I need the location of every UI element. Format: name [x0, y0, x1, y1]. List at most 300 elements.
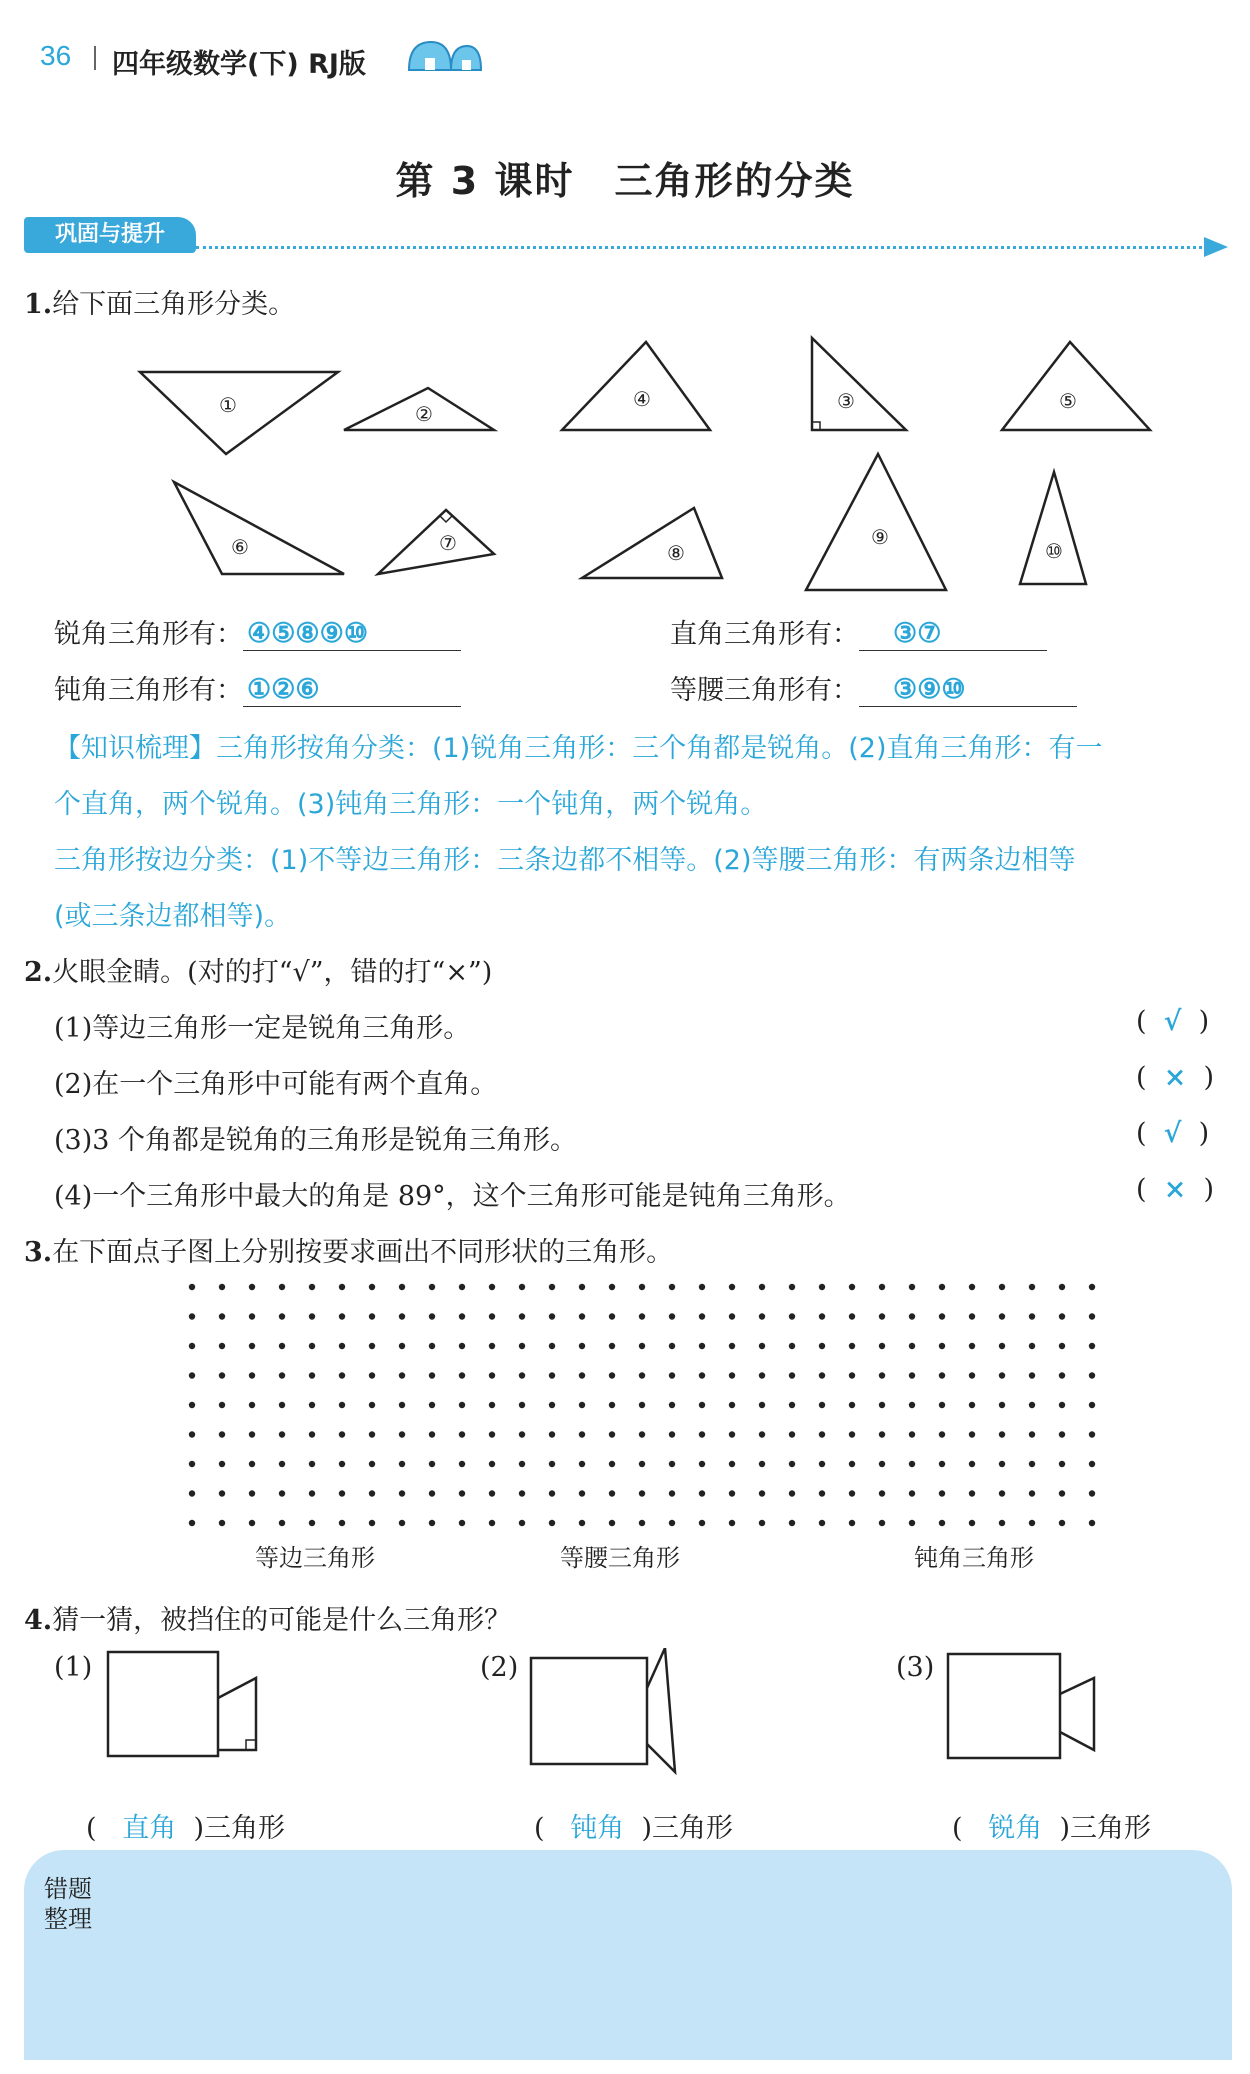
grid-dot — [699, 1313, 705, 1319]
grid-dot — [519, 1490, 525, 1496]
grid-dot — [429, 1431, 435, 1437]
grid-dot — [729, 1372, 735, 1378]
grid-dot — [729, 1343, 735, 1349]
grid-dot — [759, 1343, 765, 1349]
question-1 — [24, 282, 295, 321]
grid-dot — [549, 1490, 555, 1496]
grid-dot — [1059, 1461, 1065, 1467]
grid-dot — [639, 1461, 645, 1467]
grid-dot — [609, 1284, 615, 1290]
question-number: 2. — [24, 957, 53, 988]
grid-dot — [939, 1343, 945, 1349]
grid-dot — [999, 1313, 1005, 1319]
grid-dot — [189, 1490, 195, 1496]
knowledge-line-3: 三角形按边分类：(1)不等边三角形：三条边都不相等。(2)等腰三角形：有两条边相等 — [54, 845, 1076, 876]
question-prompt: 在下面点子图上分别按要求画出不同形状的三角形。 — [52, 1237, 674, 1268]
error-notes-box[interactable] — [24, 1850, 1232, 2060]
grid-dot — [879, 1490, 885, 1496]
part-answer-text-2: 钝角 — [570, 1813, 625, 1844]
grid-dot — [1059, 1402, 1065, 1408]
question-number: 4. — [24, 1605, 53, 1636]
grid-dot — [639, 1343, 645, 1349]
obtuse-answer: ①②⑥ — [247, 674, 320, 705]
question-2 — [24, 950, 492, 989]
grid-dot — [1059, 1343, 1065, 1349]
grid-dot — [489, 1402, 495, 1408]
grid-dot — [939, 1402, 945, 1408]
question-3 — [24, 1230, 673, 1269]
grid-dot — [849, 1520, 855, 1526]
grid-dot — [819, 1431, 825, 1437]
grid-dot — [759, 1520, 765, 1526]
grid-dot — [759, 1490, 765, 1496]
triangle-label-1: ① — [219, 393, 237, 417]
grid-dot — [999, 1343, 1005, 1349]
grid-dot — [789, 1284, 795, 1290]
grid-dot — [939, 1431, 945, 1437]
triangle-9 — [806, 454, 946, 590]
grid-dot — [819, 1284, 825, 1290]
grid-dot — [459, 1520, 465, 1526]
grid-dot — [489, 1490, 495, 1496]
triangle-label-4: ④ — [633, 387, 651, 411]
grid-dot — [969, 1313, 975, 1319]
judge-mark-1: √ — [1163, 1006, 1182, 1037]
grid-dot — [759, 1402, 765, 1408]
grid-dot — [639, 1520, 645, 1526]
triangle-label-10: ⑩ — [1045, 539, 1063, 563]
grid-dot — [609, 1520, 615, 1526]
grid-dot — [849, 1343, 855, 1349]
grid-dot — [279, 1490, 285, 1496]
grid-dot — [999, 1520, 1005, 1526]
grid-dot — [429, 1372, 435, 1378]
part-label-3: (3) — [896, 1652, 935, 1683]
grid-dot — [579, 1431, 585, 1437]
grid-dot — [579, 1343, 585, 1349]
grid-dot — [909, 1402, 915, 1408]
part-answer-2: ( 钝角 )三角形 — [534, 1813, 734, 1844]
grid-dot — [639, 1431, 645, 1437]
grid-dot — [189, 1343, 195, 1349]
grid-dot — [309, 1431, 315, 1437]
grid-dot — [699, 1431, 705, 1437]
part-answer-1: ( 直角 )三角形 — [86, 1813, 286, 1844]
grid-dot — [789, 1490, 795, 1496]
grid-dot — [249, 1431, 255, 1437]
grid-dot — [519, 1343, 525, 1349]
grid-dot — [369, 1490, 375, 1496]
grid-dot — [1059, 1284, 1065, 1290]
grid-dot — [489, 1461, 495, 1467]
grid-dot — [699, 1343, 705, 1349]
grid-dot — [879, 1284, 885, 1290]
judge-item-2: (2)在一个三角形中可能有两个直角。 — [54, 1069, 498, 1100]
acute-row — [54, 612, 461, 651]
grid-dot — [399, 1343, 405, 1349]
grid-dot — [939, 1372, 945, 1378]
grid-dot — [819, 1372, 825, 1378]
grid-dot — [429, 1490, 435, 1496]
grid-dot — [609, 1343, 615, 1349]
question-number: 1. — [24, 289, 53, 320]
grid-dot — [219, 1431, 225, 1437]
judge-mark-4: × — [1163, 1174, 1187, 1205]
grid-dot — [189, 1520, 195, 1526]
grid-dot — [369, 1313, 375, 1319]
grid-dot — [699, 1490, 705, 1496]
grid-dot — [639, 1490, 645, 1496]
grid-dot — [309, 1402, 315, 1408]
grid-dot — [969, 1461, 975, 1467]
hidden-triangle-3 — [944, 1650, 1104, 1760]
triangle-3 — [812, 338, 906, 430]
triangle-label-6: ⑥ — [231, 535, 249, 559]
grid-dot — [459, 1490, 465, 1496]
grid-dot — [609, 1313, 615, 1319]
grid-dot — [219, 1490, 225, 1496]
grid-dot — [279, 1313, 285, 1319]
grid-dot — [819, 1490, 825, 1496]
triangle-6 — [174, 482, 344, 574]
dot-grid[interactable] — [180, 1275, 1120, 1535]
grid-dot — [309, 1490, 315, 1496]
grid-dot — [669, 1343, 675, 1349]
grid-dot — [549, 1461, 555, 1467]
grid-dot — [1089, 1431, 1095, 1437]
section-divider — [196, 246, 1208, 249]
acute-answer: ④⑤⑧⑨⑩ — [247, 618, 369, 649]
right-answer: ③⑦ — [893, 618, 942, 649]
grid-dot — [939, 1520, 945, 1526]
grid-dot — [999, 1402, 1005, 1408]
grid-dot — [489, 1284, 495, 1290]
grid-dot — [1029, 1343, 1035, 1349]
grid-dot — [549, 1313, 555, 1319]
triangle-label-5: ⑤ — [1059, 389, 1077, 413]
grid-dot — [249, 1313, 255, 1319]
grid-dot — [969, 1284, 975, 1290]
grid-dot — [399, 1461, 405, 1467]
grid-dot — [459, 1461, 465, 1467]
grid-dot — [249, 1490, 255, 1496]
grid-dot — [519, 1520, 525, 1526]
grid-dot — [699, 1402, 705, 1408]
grid-dot — [759, 1372, 765, 1378]
grid-dot — [309, 1284, 315, 1290]
grid-dot — [579, 1402, 585, 1408]
grid-dot — [729, 1402, 735, 1408]
grid-dot — [699, 1461, 705, 1467]
grid-dot — [519, 1402, 525, 1408]
grid-dot — [759, 1313, 765, 1319]
knowledge-line-4: (或三条边都相等)。 — [54, 901, 292, 932]
grid-dot — [669, 1313, 675, 1319]
knowledge-line-1: 【知识梳理】三角形按角分类：(1)锐角三角形：三个角都是锐角。(2)直角三角形：有一 — [54, 733, 1103, 764]
grid-dot — [879, 1461, 885, 1467]
part-answer-text-3: 锐角 — [988, 1813, 1043, 1844]
grid-dot — [909, 1343, 915, 1349]
judge-item-1: (1)等边三角形一定是锐角三角形。 — [54, 1013, 471, 1044]
grid-dot — [339, 1490, 345, 1496]
grid-dot — [1089, 1520, 1095, 1526]
grid-dot — [1059, 1313, 1065, 1319]
grid-dot — [879, 1372, 885, 1378]
grid-dot — [1029, 1431, 1035, 1437]
grid-dot — [609, 1372, 615, 1378]
grid-dot — [729, 1520, 735, 1526]
grid-dot — [279, 1372, 285, 1378]
grid-dot — [879, 1520, 885, 1526]
grid-dot — [1029, 1461, 1035, 1467]
grid-dot — [819, 1343, 825, 1349]
triangle-label-3: ③ — [837, 389, 855, 413]
grid-dot — [1089, 1490, 1095, 1496]
grid-dot — [429, 1313, 435, 1319]
grid-dot — [369, 1461, 375, 1467]
grid-dot — [549, 1284, 555, 1290]
grid-dot — [999, 1490, 1005, 1496]
grid-dot — [669, 1490, 675, 1496]
grid-dot — [669, 1520, 675, 1526]
grid-dot — [399, 1402, 405, 1408]
dot-caption-3: 钝角三角形 — [914, 1544, 1034, 1572]
grid-dot — [369, 1520, 375, 1526]
grid-dot — [579, 1313, 585, 1319]
grid-dot — [459, 1372, 465, 1378]
grid-dot — [939, 1490, 945, 1496]
grid-dot — [549, 1402, 555, 1408]
grid-dot — [999, 1461, 1005, 1467]
grid-dot — [219, 1313, 225, 1319]
grid-dot — [429, 1520, 435, 1526]
grid-dot — [759, 1461, 765, 1467]
book-title: 四年级数学(下) RJ版 — [112, 49, 366, 80]
triangle-7 — [378, 510, 494, 574]
grid-dot — [399, 1372, 405, 1378]
part-answer-text-1: 直角 — [122, 1813, 177, 1844]
grid-dot — [669, 1461, 675, 1467]
grid-dot — [729, 1431, 735, 1437]
judge-answer-4: ( × ) — [1136, 1174, 1215, 1205]
grid-dot — [909, 1520, 915, 1526]
triangle-4 — [562, 342, 710, 430]
grid-dot — [219, 1343, 225, 1349]
triangle-label-8: ⑧ — [667, 541, 685, 565]
grid-dot — [729, 1284, 735, 1290]
grid-dot — [339, 1402, 345, 1408]
grid-dot — [879, 1313, 885, 1319]
triangle-5 — [1002, 342, 1150, 430]
knowledge-line-2: 个直角，两个锐角。(3)钝角三角形：一个钝角，两个锐角。 — [54, 789, 768, 820]
grid-dot — [249, 1284, 255, 1290]
grid-dot — [849, 1461, 855, 1467]
part-answer-3: ( 锐角 )三角形 — [952, 1813, 1152, 1844]
grid-dot — [909, 1372, 915, 1378]
hidden-triangle-2 — [525, 1648, 685, 1778]
grid-dot — [249, 1520, 255, 1526]
grid-dot — [459, 1284, 465, 1290]
arrow-right-icon — [1204, 237, 1228, 257]
judge-mark-3: √ — [1163, 1118, 1182, 1149]
grid-dot — [1089, 1284, 1095, 1290]
grid-dot — [999, 1372, 1005, 1378]
grid-dot — [189, 1431, 195, 1437]
grid-dot — [1089, 1313, 1095, 1319]
grid-dot — [579, 1284, 585, 1290]
grid-dot — [849, 1490, 855, 1496]
part-label-2: (2) — [480, 1652, 519, 1683]
grid-dot — [999, 1431, 1005, 1437]
error-notes-label: 错题 整理 — [44, 1875, 92, 1933]
grid-dot — [969, 1372, 975, 1378]
judge-item-4: (4)一个三角形中最大的角是 89°，这个三角形可能是钝角三角形。 — [54, 1181, 851, 1212]
grid-dot — [789, 1343, 795, 1349]
grid-dot — [939, 1313, 945, 1319]
grid-dot — [399, 1490, 405, 1496]
isosceles-label: 等腰三角形有： — [670, 675, 859, 706]
grid-dot — [909, 1284, 915, 1290]
grid-dot — [729, 1490, 735, 1496]
grid-dot — [249, 1343, 255, 1349]
grid-dot — [579, 1490, 585, 1496]
grid-dot — [909, 1313, 915, 1319]
grid-dot — [999, 1284, 1005, 1290]
triangle-figures — [0, 320, 1250, 600]
grid-dot — [789, 1520, 795, 1526]
grid-dot — [339, 1431, 345, 1437]
question-4 — [24, 1598, 511, 1637]
grid-dot — [339, 1313, 345, 1319]
grid-dot — [249, 1402, 255, 1408]
judge-answer-1: ( √ ) — [1136, 1006, 1210, 1037]
grid-dot — [909, 1431, 915, 1437]
dot-caption-2: 等腰三角形 — [560, 1544, 680, 1572]
triangle-8 — [582, 508, 722, 578]
grid-dot — [459, 1402, 465, 1408]
grid-dot — [759, 1431, 765, 1437]
grid-dot — [459, 1431, 465, 1437]
judge-mark-2: × — [1163, 1062, 1187, 1093]
grid-dot — [519, 1372, 525, 1378]
grid-dot — [819, 1461, 825, 1467]
grid-dot — [639, 1313, 645, 1319]
grid-dot — [969, 1402, 975, 1408]
grid-dot — [279, 1461, 285, 1467]
grid-dot — [519, 1461, 525, 1467]
grid-dot — [969, 1343, 975, 1349]
question-prompt: 给下面三角形分类。 — [52, 289, 296, 320]
grid-dot — [309, 1343, 315, 1349]
grid-dot — [399, 1284, 405, 1290]
grid-dot — [309, 1461, 315, 1467]
obtuse-label: 钝角三角形有： — [54, 675, 243, 706]
grid-dot — [909, 1461, 915, 1467]
grid-dot — [549, 1520, 555, 1526]
grid-dot — [879, 1402, 885, 1408]
grid-dot — [399, 1431, 405, 1437]
grid-dot — [279, 1343, 285, 1349]
grid-dot — [549, 1431, 555, 1437]
grid-dot — [1029, 1313, 1035, 1319]
grid-dot — [489, 1372, 495, 1378]
grid-dot — [579, 1520, 585, 1526]
grid-dot — [309, 1313, 315, 1319]
grid-dot — [1059, 1490, 1065, 1496]
grid-dot — [189, 1372, 195, 1378]
grid-dot — [489, 1343, 495, 1349]
grid-dot — [789, 1402, 795, 1408]
grid-dot — [369, 1402, 375, 1408]
isosceles-row — [670, 668, 1077, 707]
grid-dot — [669, 1431, 675, 1437]
grid-dot — [279, 1520, 285, 1526]
grid-dot — [819, 1520, 825, 1526]
grid-dot — [429, 1402, 435, 1408]
grid-dot — [219, 1520, 225, 1526]
grid-dot — [849, 1372, 855, 1378]
grid-dot — [219, 1372, 225, 1378]
grid-dot — [669, 1284, 675, 1290]
page-number: 36 — [40, 40, 72, 71]
judge-item-3: (3)3 个角都是锐角的三角形是锐角三角形。 — [54, 1125, 578, 1156]
question-prompt: 火眼金睛。(对的打“√”，错的打“×”) — [52, 957, 493, 988]
grid-dot — [699, 1520, 705, 1526]
grid-dot — [519, 1284, 525, 1290]
grid-dot — [219, 1402, 225, 1408]
grid-dot — [279, 1284, 285, 1290]
grid-dot — [1089, 1372, 1095, 1378]
grid-dot — [729, 1313, 735, 1319]
grid-dot — [789, 1431, 795, 1437]
grid-dot — [189, 1313, 195, 1319]
right-row — [670, 612, 1047, 651]
grid-dot — [399, 1313, 405, 1319]
right-angle-mark-7 — [440, 510, 452, 522]
grid-dot — [339, 1343, 345, 1349]
grid-dot — [1089, 1402, 1095, 1408]
grid-dot — [819, 1313, 825, 1319]
grid-dot — [669, 1402, 675, 1408]
grid-dot — [339, 1461, 345, 1467]
grid-dot — [399, 1520, 405, 1526]
grid-dot — [309, 1520, 315, 1526]
grid-dot — [279, 1402, 285, 1408]
grid-dot — [879, 1343, 885, 1349]
grid-dot — [489, 1520, 495, 1526]
grid-dot — [1029, 1520, 1035, 1526]
isosceles-answer: ③⑨⑩ — [893, 674, 966, 705]
grid-dot — [369, 1343, 375, 1349]
triangle-label-2: ② — [415, 402, 433, 426]
grid-dot — [519, 1431, 525, 1437]
grid-dot — [1059, 1520, 1065, 1526]
grid-dot — [879, 1431, 885, 1437]
grid-dot — [309, 1372, 315, 1378]
grid-dot — [189, 1284, 195, 1290]
page-title: 第 3 课时 三角形的分类 — [395, 159, 855, 203]
grid-dot — [789, 1372, 795, 1378]
grid-dot — [969, 1431, 975, 1437]
grid-dot — [249, 1461, 255, 1467]
hidden-triangle-1 — [100, 1650, 270, 1760]
grid-dot — [549, 1372, 555, 1378]
grid-dot — [219, 1284, 225, 1290]
triangle-label-9: ⑨ — [871, 525, 889, 549]
triangle-1 — [140, 372, 338, 454]
grid-dot — [639, 1284, 645, 1290]
grid-dot — [1029, 1372, 1035, 1378]
